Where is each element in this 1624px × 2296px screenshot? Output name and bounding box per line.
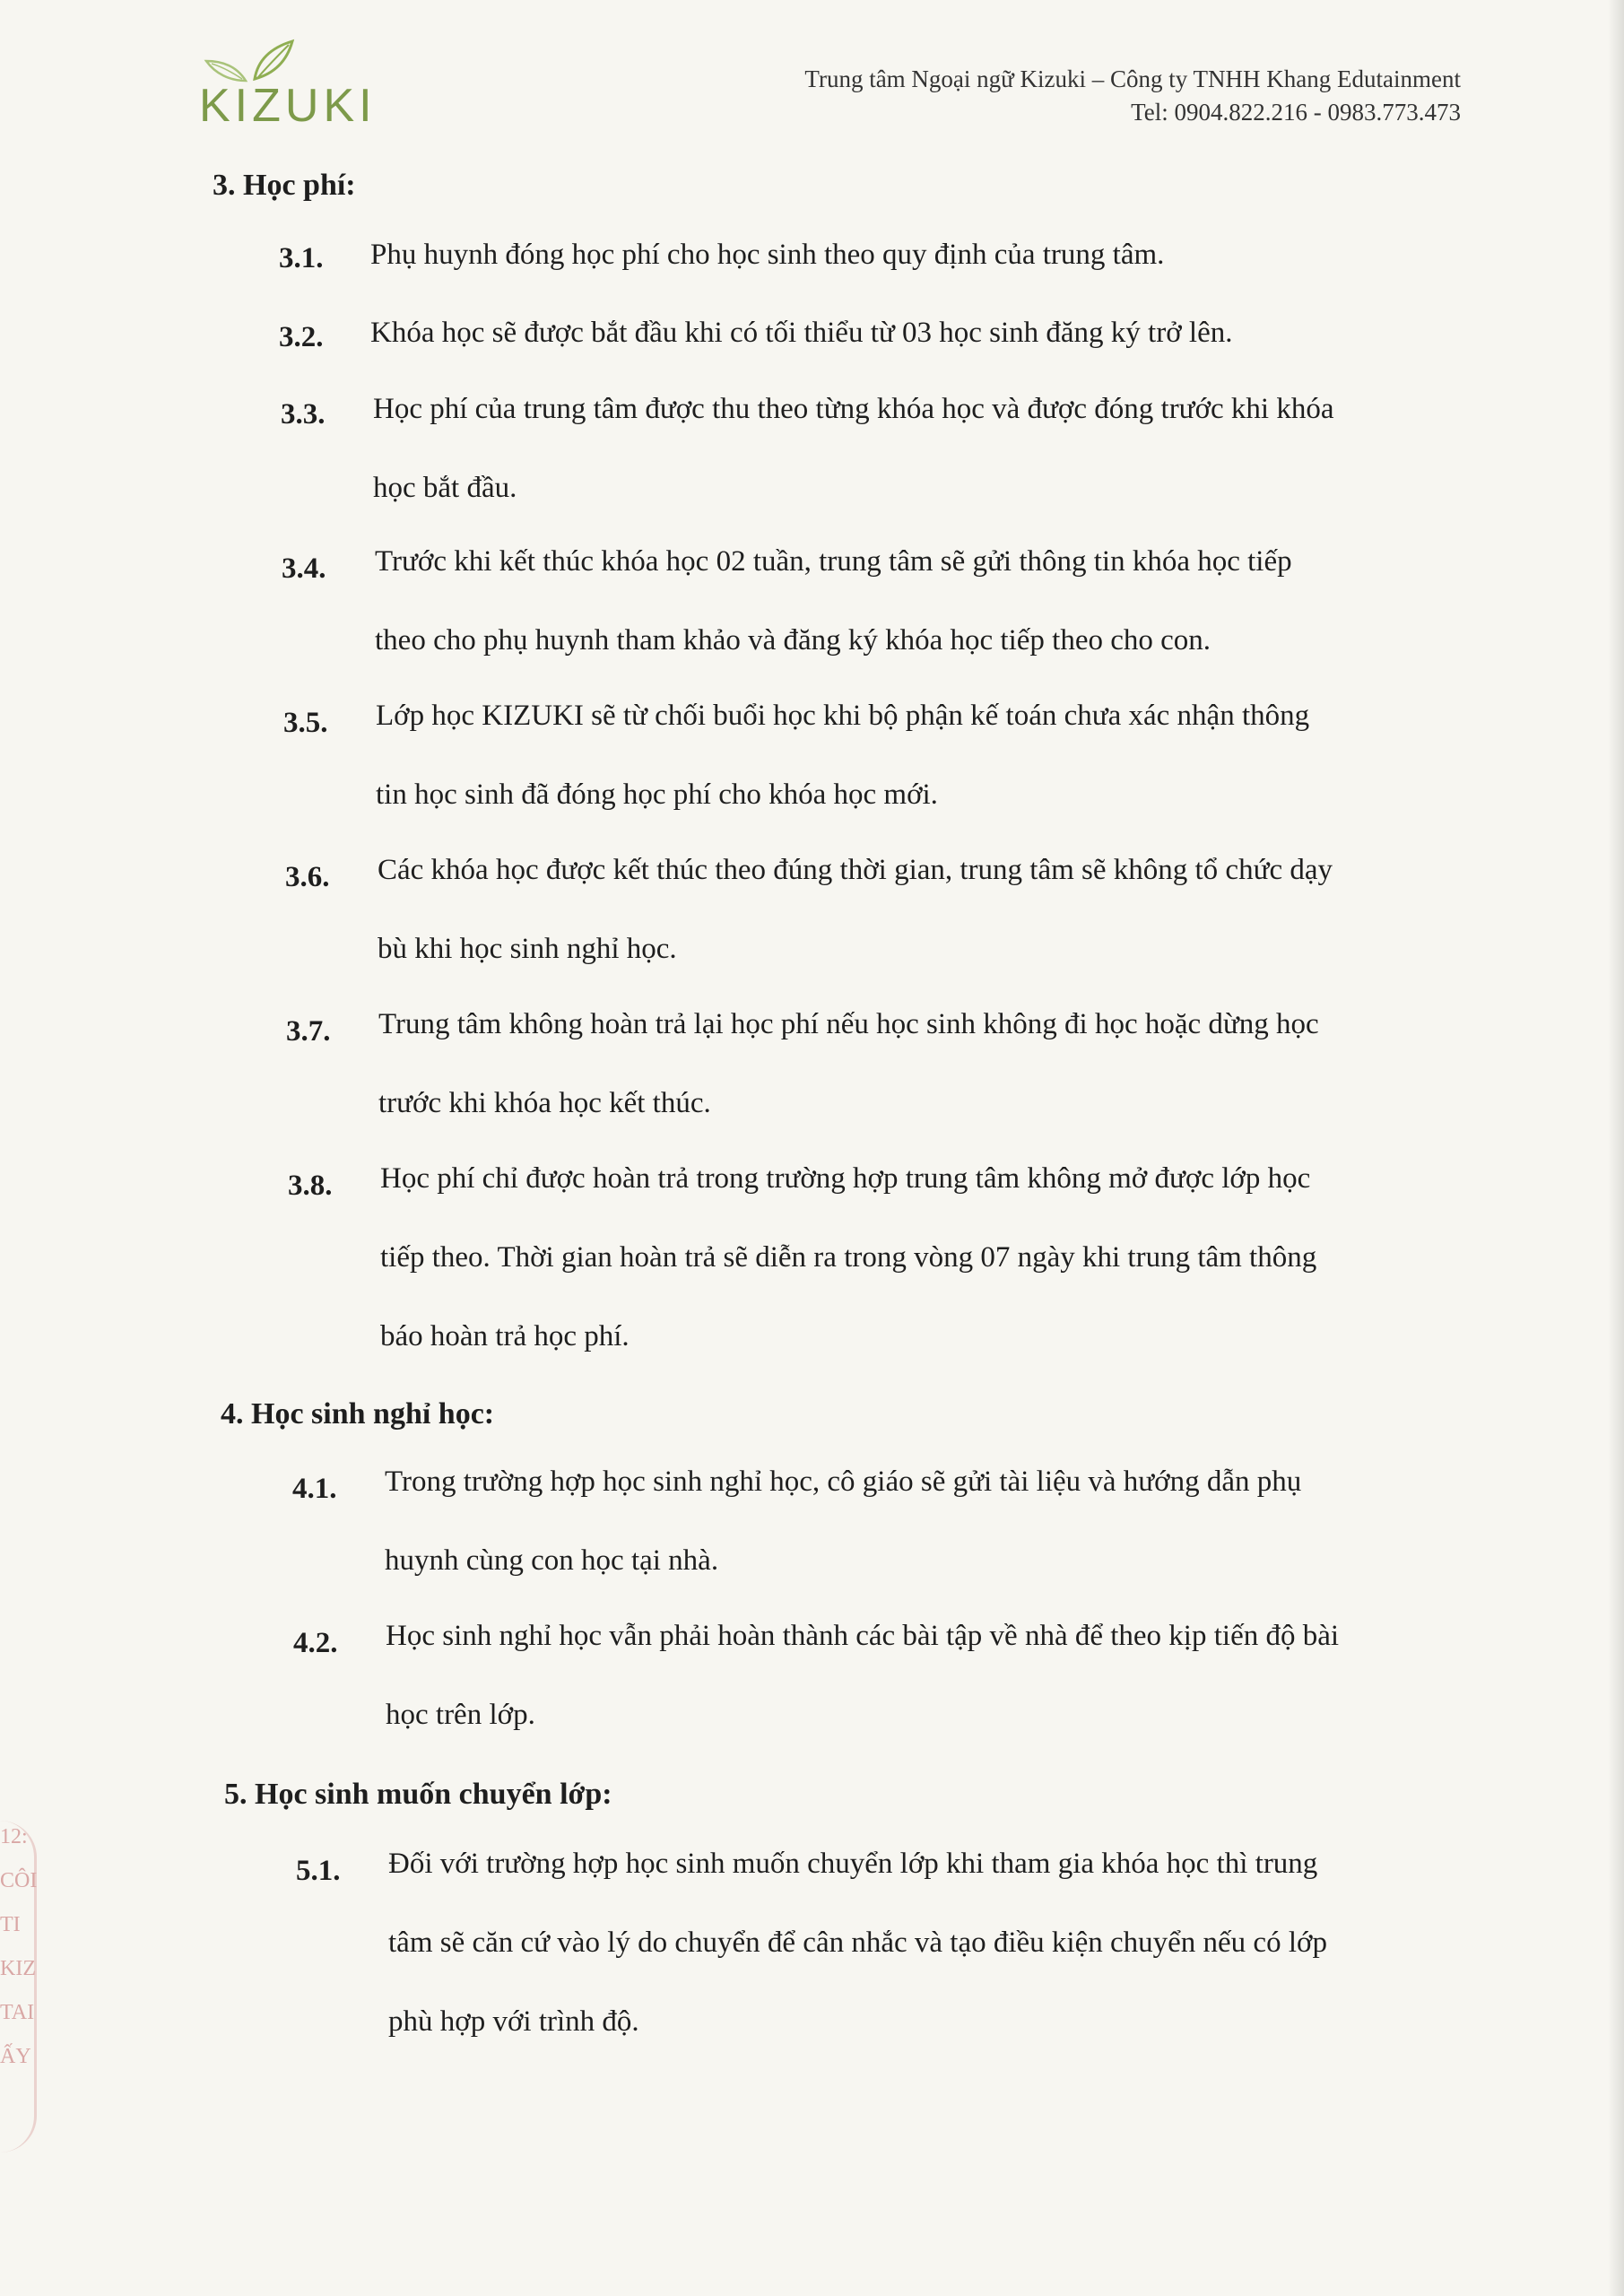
logo-wordmark: KIZUKI [199, 80, 377, 132]
item-text: huynh cùng con học tại nhà. [385, 1544, 719, 1577]
item-text: Học phí của trung tâm được thu theo từng khóa học và được đóng trước khi khóa [373, 393, 1334, 425]
item-text: tin học sinh đã đóng học phí cho khóa học mới. [376, 778, 938, 811]
item-text: Đối với trường hợp học sinh muốn chuyển lớp khi tham gia khóa học thì trung [388, 1848, 1318, 1880]
item-text: Phụ huynh đóng học phí cho học sinh theo quy định của trung tâm. [370, 239, 1165, 271]
item-number: 3.4. [282, 552, 326, 585]
item-text: Các khóa học được kết thúc theo đúng thời gian, trung tâm sẽ không tổ chức dạy [378, 854, 1333, 886]
item-number: 3.8. [288, 1170, 333, 1202]
item-text: Lớp học KIZUKI sẽ từ chối buổi học khi bộ phận kế toán chưa xác nhận thông [376, 700, 1310, 732]
item-text: học trên lớp. [386, 1699, 535, 1731]
company-stamp-fragment [0, 1825, 36, 2148]
item-number: 3.3. [281, 398, 326, 430]
stamp-text: ẤY [0, 2045, 31, 2068]
section-5-title: 5. Học sinh muốn chuyển lớp: [224, 1778, 612, 1811]
header-phone: Tel: 0904.822.216 - 0983.773.473 [1131, 99, 1461, 126]
item-number: 4.2. [293, 1627, 338, 1659]
item-text: báo hoàn trả học phí. [380, 1320, 630, 1352]
item-number: 4.1. [292, 1473, 337, 1505]
stamp-text: TAI [0, 2001, 35, 2024]
item-text: phù hợp với trình độ. [388, 2005, 639, 2038]
item-text: Khóa học sẽ được bắt đầu khi có tối thiểu từ 03 học sinh đăng ký trở lên. [370, 317, 1233, 349]
section-3-title: 3. Học phí: [213, 169, 356, 202]
item-number: 5.1. [296, 1855, 341, 1887]
item-number: 3.6. [285, 861, 330, 893]
item-text: Học phí chỉ được hoàn trả trong trường hợp trung tâm không mở được lớp học [380, 1162, 1311, 1195]
item-text: học bắt đầu. [373, 472, 517, 504]
item-number: 3.1. [279, 242, 324, 274]
stamp-text: CÔI [0, 1869, 38, 1892]
item-text: Trước khi kết thúc khóa học 02 tuần, trung tâm sẽ gửi thông tin khóa học tiếp [375, 545, 1292, 578]
item-number: 3.2. [279, 321, 324, 353]
item-text: tâm sẽ căn cứ vào lý do chuyển để cân nhắc và tạo điều kiện chuyển nếu có lớp [388, 1926, 1327, 1959]
item-text: Trong trường hợp học sinh nghỉ học, cô giáo sẽ gửi tài liệu và hướng dẫn phụ [385, 1465, 1302, 1498]
item-number: 3.7. [286, 1015, 331, 1048]
stamp-text: KIZ [0, 1957, 36, 1980]
scan-edge-shadow [1608, 0, 1624, 2296]
kizuki-logo [199, 38, 377, 136]
stamp-text: 12: [0, 1825, 28, 1848]
item-number: 3.5. [283, 707, 328, 739]
section-4-title: 4. Học sinh nghỉ học: [221, 1397, 495, 1431]
stamp-text: TI [0, 1913, 21, 1936]
item-text: Học sinh nghỉ học vẫn phải hoàn thành các bài tập về nhà để theo kịp tiến độ bài [386, 1620, 1340, 1652]
item-text: tiếp theo. Thời gian hoàn trả sẽ diễn ra trong vòng 07 ngày khi trung tâm thông [380, 1241, 1317, 1274]
header-organization: Trung tâm Ngoại ngữ Kizuki – Công ty TNHH Khang Edutainment [804, 65, 1461, 92]
item-text: Trung tâm không hoàn trả lại học phí nếu học sinh không đi học hoặc dừng học [378, 1008, 1319, 1040]
item-text: theo cho phụ huynh tham khảo và đăng ký khóa học tiếp theo cho con. [375, 624, 1211, 657]
item-text: trước khi khóa học kết thúc. [378, 1087, 711, 1119]
item-text: bù khi học sinh nghỉ học. [378, 933, 677, 965]
